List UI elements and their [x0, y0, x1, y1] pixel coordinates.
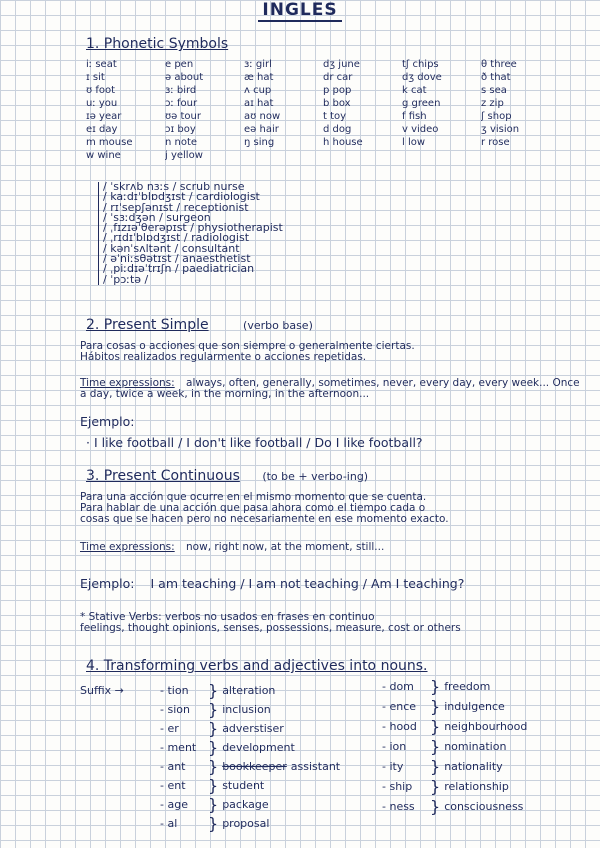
- brace-icon: }: [430, 737, 441, 756]
- suffix-word: consciousness: [444, 800, 524, 813]
- brace-icon: }: [208, 814, 219, 833]
- phonetic-symbol-cell: aʊ now: [244, 111, 281, 122]
- suffix: - ity: [382, 760, 404, 773]
- section-present-continuous-heading: 3. Present Continuous (to be + verbo-ing): [86, 468, 369, 484]
- page-title: INGLES: [0, 0, 600, 20]
- transcription-item: / ˌfɪzɪəˈθerəpɪst / physiotherapist: [103, 221, 283, 235]
- present-continuous-example: Ejemplo: I am teaching / I am not teaching / Am I teaching?: [80, 576, 465, 591]
- present-simple-time-expressions: Time expressions: always, often, generally, sometimes, never, every day, every week... Once a day, twice a week, in the morning, in the afternoon...: [80, 377, 580, 400]
- phonetic-symbol-cell: d dog: [323, 124, 352, 135]
- brace-icon: }: [208, 795, 219, 814]
- present-continuous-description: Para una acción que ocurre en el mismo momento que se cuenta. Para hablar de una acción que pasa ahora como el tiempo cada o cosas que se hacen pero no necesariamente en ese momento exacto.: [80, 491, 449, 525]
- suffix-word: adverstiser: [222, 722, 284, 735]
- suffix-row: [382, 757, 527, 776]
- suffix-word: assistant: [290, 760, 341, 773]
- suffix: - ship: [382, 780, 413, 793]
- phonetic-symbol-cell: n note: [165, 137, 198, 148]
- phonetic-symbol-cell: ɜː bird: [165, 85, 197, 96]
- phonetic-symbol-cell: [402, 149, 477, 162]
- transcription-item: / kaːdɪˈblɒdʒɪst / cardiologist: [103, 190, 260, 204]
- phonetic-symbol-cell: z zip: [481, 98, 504, 109]
- suffix-word: proposal: [222, 817, 270, 830]
- phonetic-symbol-cell: b box: [323, 98, 351, 109]
- present-simple-description: Para cosas o acciones que son siempre o generalmente ciertas. Hábitos realizados regularmente o acciones repetidas.: [80, 340, 415, 363]
- phonetic-symbol-cell: eɪ day: [86, 124, 118, 135]
- transcription-item: / ˈskrʌb nɜːs / scrub nurse: [103, 180, 245, 193]
- phonetic-symbol-cell: ɪə year: [86, 111, 122, 122]
- brace-icon: }: [208, 700, 219, 719]
- suffix: - sion: [160, 703, 190, 716]
- suffix-row: [160, 795, 340, 814]
- suffix-row: [160, 738, 340, 757]
- phonetic-symbol-cell: ʊ foot: [86, 85, 116, 96]
- present-continuous-time-expressions: Time expressions: now, right now, at the moment, still...: [80, 541, 385, 553]
- phonetic-symbol-cell: [481, 149, 556, 162]
- brace-icon: }: [208, 776, 219, 795]
- phonetic-symbol-cell: f fish: [402, 111, 427, 122]
- phonetic-symbol-cell: l low: [402, 137, 426, 148]
- phonetic-symbol-cell: θ three: [481, 59, 517, 70]
- section-transforming-heading: 4. Transforming verbs and adjectives into nouns.: [86, 658, 428, 674]
- suffix-row: [160, 814, 340, 833]
- phonetic-symbol-cell: h house: [323, 137, 363, 148]
- phonetic-symbol-cell: r rose: [481, 137, 510, 148]
- phonetic-symbol-cell: ə about: [165, 72, 204, 83]
- transcription-item: / əˈniːsθətɪst / anaesthetist: [103, 252, 251, 266]
- suffix-list-right: [382, 677, 528, 820]
- suffix-label: Suffix →: [80, 684, 124, 697]
- suffix-word: nationality: [444, 760, 503, 773]
- phonetic-symbol-cell: w wine: [86, 150, 121, 161]
- suffix-row: [382, 737, 527, 756]
- brace-icon: }: [430, 777, 441, 796]
- transcription-item: / kənˈsʌltənt / consultant: [103, 241, 240, 255]
- suffix: - ence: [382, 700, 417, 713]
- transcription-list: [98, 182, 283, 285]
- suffix-word: package: [222, 798, 269, 811]
- phonetic-symbol-cell: ɔɪ boy: [165, 124, 196, 135]
- suffix-word: student: [222, 779, 265, 792]
- suffix-row: [382, 677, 527, 696]
- phonetic-symbol-cell: ʌ cup: [244, 85, 272, 96]
- struck-word: bookkeeper: [222, 760, 287, 773]
- suffix-row: [160, 757, 341, 776]
- suffix: - ion: [382, 740, 407, 753]
- suffix-row: [160, 700, 340, 719]
- transcription-item: / ˌpiːdɪəˈtrɪʃn / paediatrician: [103, 262, 255, 276]
- brace-icon: }: [208, 738, 219, 757]
- phonetic-symbol-grid: [86, 58, 556, 162]
- suffix-row: [160, 719, 340, 738]
- brace-icon: }: [208, 757, 219, 776]
- present-simple-example-label: Ejemplo:: [80, 414, 135, 429]
- suffix-word: development: [222, 741, 295, 754]
- suffix: - er: [160, 722, 179, 735]
- phonetic-symbol-cell: j yellow: [165, 150, 203, 161]
- phonetic-symbol-cell: m mouse: [86, 137, 133, 148]
- phonetic-symbol-cell: aɪ hat: [244, 98, 274, 109]
- phonetic-symbol-cell: iː seat: [86, 59, 117, 70]
- suffix-row: [382, 717, 528, 736]
- present-simple-example: · I like football / I don't like football / Do I like football?: [86, 435, 423, 450]
- phonetic-symbol-cell: uː you: [86, 98, 118, 109]
- phonetic-symbol-cell: s sea: [481, 85, 507, 96]
- phonetic-symbol-cell: ɪ sit: [86, 72, 105, 83]
- phonetic-symbol-cell: ð that: [481, 72, 511, 83]
- suffix: - al: [160, 817, 178, 830]
- stative-verbs-note: * Stative Verbs: verbos no usados en frases en continuo feelings, thought opinions, senses, possessions, measure, cost or others: [80, 611, 461, 634]
- phonetic-symbol-cell: ŋ sing: [244, 137, 275, 148]
- suffix-row: [382, 797, 527, 816]
- suffix-row: [160, 776, 340, 795]
- transcription-item: / rɪˈsepʃənɪst / receptionist: [103, 200, 249, 214]
- phonetic-symbol-cell: [244, 149, 319, 162]
- brace-icon: }: [430, 697, 441, 716]
- transcription-item: / ˈsɜːdʒən / surgeon: [103, 210, 211, 224]
- phonetic-symbol-cell: dr car: [323, 72, 353, 83]
- section-present-simple-heading: 2. Present Simple (verbo base): [86, 317, 313, 333]
- brace-icon: }: [430, 797, 441, 816]
- suffix: - ness: [382, 800, 415, 813]
- phonetic-symbol-cell: v video: [402, 124, 439, 135]
- brace-icon: }: [430, 757, 441, 776]
- suffix-row: [382, 697, 527, 716]
- suffix: - age: [160, 798, 188, 811]
- suffix: - tion: [160, 684, 189, 697]
- suffix: - ant: [160, 760, 186, 773]
- phonetic-symbol-cell: e pen: [165, 59, 194, 70]
- phonetic-symbol-cell: dʒ dove: [402, 72, 442, 83]
- suffix-word: neighbourhood: [444, 720, 528, 733]
- suffix-row: [382, 777, 527, 796]
- transcription-item: / ˌrɪdɪˈblɒdʒɪst / radiologist: [103, 231, 250, 245]
- suffix: - ent: [160, 779, 186, 792]
- phonetic-symbol-cell: g green: [402, 98, 441, 109]
- phonetic-symbol-cell: ɜː girl: [244, 59, 272, 70]
- brace-icon: }: [430, 677, 441, 696]
- suffix-word: alteration: [222, 684, 276, 697]
- phonetic-symbol-cell: ʃ shop: [481, 111, 512, 122]
- suffix-word: freedom: [444, 680, 491, 693]
- brace-icon: }: [208, 719, 219, 738]
- suffix-list-left: [160, 681, 341, 836]
- transcription-item: / ˈpɔːtə /: [103, 272, 149, 286]
- phonetic-symbol-cell: eə hair: [244, 124, 279, 135]
- phonetic-symbol-cell: æ hat: [244, 72, 274, 83]
- suffix-word: inclusion: [222, 703, 271, 716]
- phonetic-symbol-cell: dʒ june: [323, 59, 360, 70]
- suffix: - dom: [382, 680, 414, 693]
- brace-icon: }: [208, 681, 219, 700]
- section-phonetic-heading: 1. Phonetic Symbols: [86, 36, 229, 52]
- phonetic-symbol-cell: ɔː four: [165, 98, 198, 109]
- phonetic-symbol-cell: t toy: [323, 111, 347, 122]
- suffix: - hood: [382, 720, 417, 733]
- suffix: - ment: [160, 741, 197, 754]
- phonetic-symbol-cell: tʃ chips: [402, 59, 439, 70]
- phonetic-symbol-cell: [323, 149, 398, 162]
- suffix-row: [160, 681, 340, 700]
- phonetic-symbol-cell: ʒ vision: [481, 124, 520, 135]
- phonetic-symbol-cell: ʊə tour: [165, 111, 201, 122]
- suffix-word: indulgence: [444, 700, 505, 713]
- suffix-word: nomination: [444, 740, 507, 753]
- suffix-word: relationship: [444, 780, 509, 793]
- phonetic-symbol-cell: k cat: [402, 85, 427, 96]
- phonetic-symbol-cell: p pop: [323, 85, 352, 96]
- brace-icon: }: [430, 717, 441, 736]
